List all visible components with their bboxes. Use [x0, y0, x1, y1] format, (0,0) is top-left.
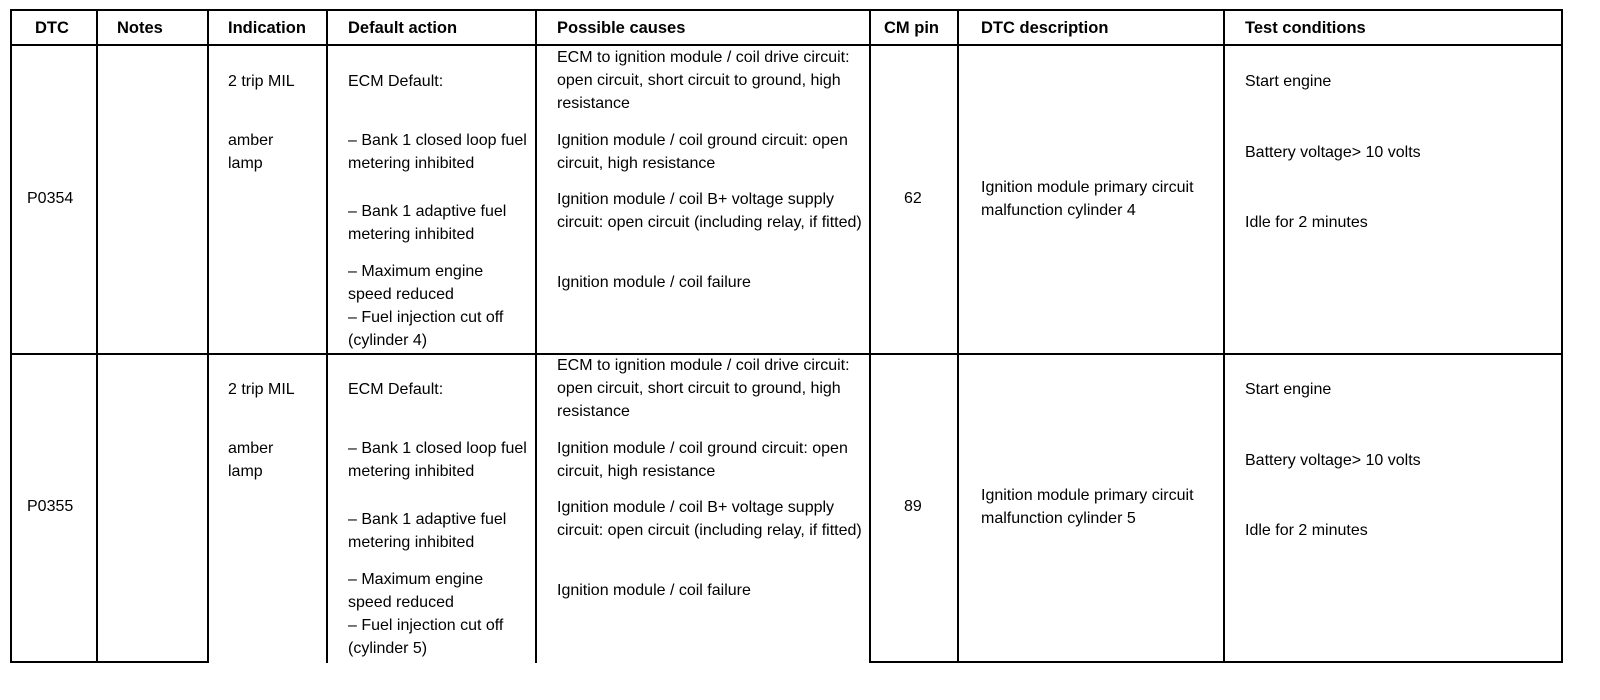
test-condition: Start engine — [1245, 381, 1332, 398]
dtc-description: Ignition module primary circuit malfunction cylinder 4 — [981, 179, 1194, 219]
possible-cause: Ignition module / coil failure — [557, 274, 751, 291]
header-indication: Indication — [228, 19, 306, 37]
cm-pin: 89 — [904, 498, 922, 515]
default-action-line: – Maximum engine speed reduced — [348, 571, 484, 611]
header-default-action: Default action — [348, 19, 458, 37]
test-condition: Battery voltage> 10 volts — [1245, 452, 1421, 469]
col-border-3 — [326, 9, 328, 663]
default-action-line: – Bank 1 closed loop fuel metering inhibited — [348, 132, 527, 172]
table-top-border — [10, 9, 1563, 11]
possible-cause: Ignition module / coil ground circuit: open circuit, high resistance — [557, 440, 848, 480]
default-action-line: ECM Default: — [348, 73, 444, 90]
test-condition: Start engine — [1245, 73, 1332, 90]
col-border-4 — [535, 9, 537, 663]
default-action-line: – Fuel injection cut off (cylinder 4) — [348, 309, 504, 349]
dtc-description: Ignition module primary circuit malfunction cylinder 5 — [981, 487, 1194, 527]
col-border-8 — [1561, 9, 1563, 663]
header-dtc: DTC — [35, 19, 69, 37]
indication-line: amber lamp — [228, 132, 274, 172]
indication-line: amber lamp — [228, 440, 274, 480]
col-border-7 — [1223, 9, 1225, 663]
possible-cause: ECM to ignition module / coil drive circuit: open circuit, short circuit to ground, high resistance — [557, 49, 850, 112]
default-action-line: – Bank 1 closed loop fuel metering inhibited — [348, 440, 527, 480]
possible-cause: Ignition module / coil failure — [557, 582, 751, 599]
header-possible-causes: Possible causes — [557, 19, 686, 37]
default-action-line: – Maximum engine speed reduced — [348, 263, 484, 303]
cm-pin: 62 — [904, 190, 922, 207]
possible-cause: Ignition module / coil B+ voltage supply circuit: open circuit (including relay, if fitted) — [557, 191, 862, 231]
default-action-line: ECM Default: — [348, 381, 444, 398]
test-condition: Idle for 2 minutes — [1245, 214, 1368, 231]
header-cm-pin: CM pin — [884, 19, 939, 37]
indication-line: 2 trip MIL — [228, 73, 295, 90]
possible-cause: Ignition module / coil B+ voltage supply circuit: open circuit (including relay, if fitted) — [557, 499, 862, 539]
col-border-1 — [96, 9, 98, 663]
col-border-5 — [869, 9, 871, 663]
test-condition: Idle for 2 minutes — [1245, 522, 1368, 539]
default-action-line: – Fuel injection cut off (cylinder 5) — [348, 617, 504, 657]
header-notes: Notes — [117, 19, 163, 37]
possible-cause: ECM to ignition module / coil drive circuit: open circuit, short circuit to ground, high resistance — [557, 357, 850, 420]
header-dtc-description: DTC description — [981, 19, 1109, 37]
default-action-line: – Bank 1 adaptive fuel metering inhibited — [348, 203, 507, 243]
dtc-code: P0354 — [27, 190, 74, 207]
table-bottom-border-right — [869, 661, 1563, 663]
test-condition: Battery voltage> 10 volts — [1245, 144, 1421, 161]
col-border-6 — [957, 9, 959, 663]
table-bottom-border-left — [10, 661, 208, 663]
default-action-line: – Bank 1 adaptive fuel metering inhibited — [348, 511, 507, 551]
col-border-2 — [207, 9, 209, 663]
header-test-conditions: Test conditions — [1245, 19, 1366, 37]
dtc-code: P0355 — [27, 498, 74, 515]
indication-line: 2 trip MIL — [228, 381, 295, 398]
col-border-0 — [10, 9, 12, 663]
possible-cause: Ignition module / coil ground circuit: open circuit, high resistance — [557, 132, 848, 172]
